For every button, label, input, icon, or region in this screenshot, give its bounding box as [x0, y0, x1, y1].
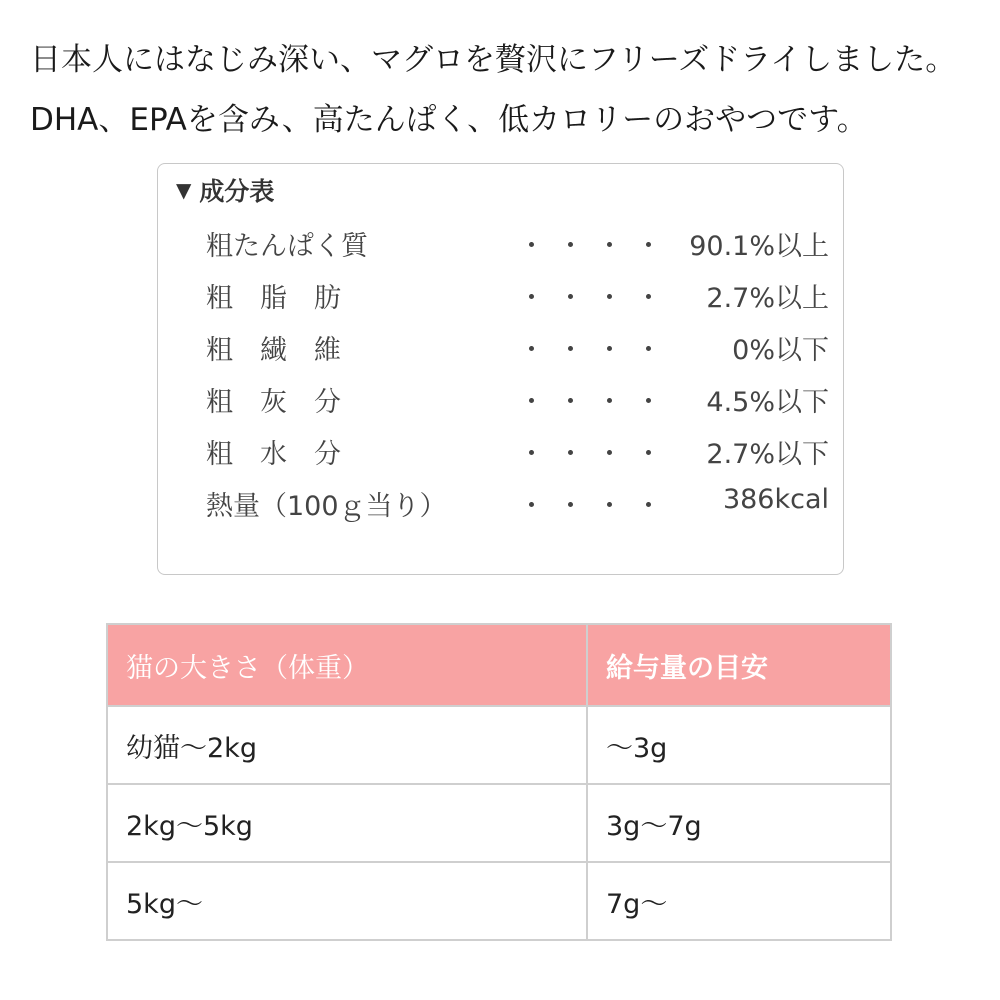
ingredients-toggle[interactable] — [176, 172, 274, 208]
header-cat-size: 猫の大きさ（体重） — [107, 624, 587, 706]
table-header-row — [107, 624, 891, 706]
triangle-down-icon: ▼ — [176, 178, 192, 202]
ingredient-name: 熱量（100ｇ当り） — [206, 491, 447, 522]
feeding-guide-table — [106, 623, 892, 941]
ingredients-title: 成分表 — [199, 177, 275, 206]
ingredient-name: 粗 脂 肪 — [206, 283, 341, 314]
ingredient-row — [158, 216, 843, 268]
cell-cat-size: 幼猫～2kg — [107, 706, 587, 784]
ingredient-row — [158, 268, 843, 320]
description-line-1: 日本人にはなじみ深い、マグロを贅沢にフリーズドライしました。 — [30, 42, 957, 78]
table-row — [107, 784, 891, 862]
leader-dots: ・・・・ — [518, 387, 674, 418]
cell-cat-size: 2kg～5kg — [107, 784, 587, 862]
ingredient-value: 2.7%以上 — [706, 283, 829, 314]
table-row — [107, 862, 891, 940]
header-feeding-amount: 給与量の目安 — [587, 624, 891, 706]
cell-cat-size: 5kg～ — [107, 862, 587, 940]
leader-dots: ・・・・ — [518, 335, 674, 366]
ingredient-row — [158, 476, 843, 528]
ingredients-list — [158, 216, 843, 528]
ingredient-name: 粗たんぱく質 — [206, 231, 368, 262]
product-description — [30, 30, 990, 150]
leader-dots: ・・・・ — [518, 283, 674, 314]
cell-feeding-amount: ～3g — [587, 706, 891, 784]
leader-dots: ・・・・ — [518, 491, 674, 522]
leader-dots: ・・・・ — [518, 231, 674, 262]
ingredient-row — [158, 320, 843, 372]
ingredient-value: 386kcal — [722, 484, 829, 515]
ingredient-value: 2.7%以下 — [706, 439, 829, 470]
ingredient-name: 粗 灰 分 — [206, 387, 341, 418]
table-row — [107, 706, 891, 784]
cell-feeding-amount: 7g～ — [587, 862, 891, 940]
ingredient-value: 90.1%以上 — [689, 231, 829, 262]
ingredient-name: 粗 水 分 — [206, 439, 341, 470]
ingredient-row — [158, 372, 843, 424]
ingredient-value: 4.5%以下 — [706, 387, 829, 418]
ingredients-panel — [157, 163, 844, 575]
cell-feeding-amount: 3g～7g — [587, 784, 891, 862]
description-line-2: DHA、EPAを含み、高たんぱく、低カロリーのおやつです。 — [30, 102, 868, 138]
ingredient-value: 0%以下 — [732, 335, 829, 366]
leader-dots: ・・・・ — [518, 439, 674, 470]
ingredient-name: 粗 繊 維 — [206, 335, 341, 366]
ingredient-row — [158, 424, 843, 476]
